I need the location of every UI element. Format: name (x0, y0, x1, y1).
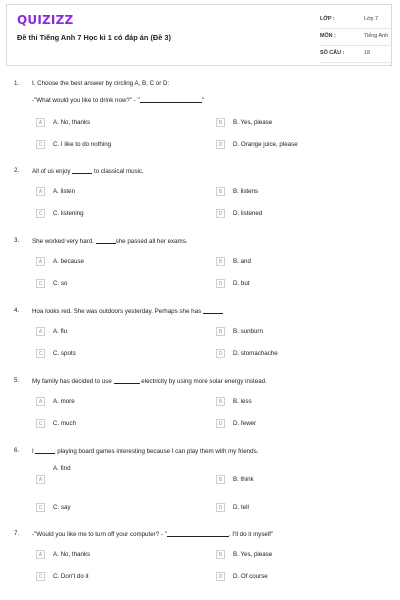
option-checkbox[interactable]: B (216, 327, 225, 336)
option-checkbox[interactable]: A (36, 327, 45, 336)
text-before: My family has decided to use (32, 378, 112, 385)
option-checkbox[interactable]: C (36, 279, 45, 288)
option-label: C. Don't do it (53, 573, 89, 580)
option-label: D. Orange juice, please (233, 141, 298, 148)
option-label: B. think (233, 476, 254, 483)
meta-row-question-count (320, 47, 390, 63)
option-label: C. I like to do nothing (53, 141, 112, 148)
option-checkbox[interactable]: B (216, 475, 225, 484)
option-checkbox[interactable]: C (36, 209, 45, 218)
option-label: A. more (53, 398, 75, 405)
option-label: B. and (233, 258, 251, 265)
option-label: B. Yes, please (233, 551, 273, 558)
option-label: D. Of course (233, 573, 268, 580)
option-checkbox[interactable]: A (36, 550, 45, 559)
document-title: Đề thi Tiếng Anh 7 Học kì 1 có đáp án (Đề 3) (17, 33, 171, 42)
meta-label: SỐ CÂU : (320, 50, 345, 56)
meta-value: Tiếng Anh (364, 33, 389, 39)
text-before: Hoa looks red. She was outdoors yesterday. Perhaps she has (32, 308, 202, 315)
meta-label: MÔN : (320, 33, 336, 39)
option-label: C. say (53, 504, 71, 511)
meta-row-class (320, 13, 390, 29)
option-label: D. tell (233, 504, 249, 511)
answer-blank (96, 237, 116, 244)
option-label: B. listens (233, 188, 259, 195)
text-after: playing board games interesting because I can play them with my friends. (57, 448, 259, 455)
answer-blank (203, 307, 223, 314)
option-checkbox[interactable]: C (36, 572, 45, 581)
option-label: A. No, thanks (53, 551, 91, 558)
meta-value: 18 (364, 50, 370, 56)
subtext-after: " (201, 97, 204, 104)
text-before: All of us enjoy (32, 168, 71, 175)
option-label: D. stomachache (233, 350, 278, 357)
option-checkbox[interactable]: C (36, 419, 45, 428)
text-after: . I'll do it myself" (228, 531, 274, 538)
question-number: 1. (14, 80, 20, 87)
option-label: A. listen (53, 188, 76, 195)
answer-blank (35, 447, 55, 454)
option-checkbox[interactable]: C (36, 503, 45, 512)
worksheet-header (6, 4, 392, 66)
text-before: She worked very hard, (32, 238, 94, 245)
option-checkbox[interactable]: A (36, 187, 45, 196)
option-checkbox[interactable]: A (36, 118, 45, 127)
meta-value: Lớp 7 (364, 16, 379, 22)
option-label: A. because (53, 258, 84, 265)
question-text (32, 307, 223, 315)
option-checkbox[interactable]: A (36, 257, 45, 266)
option-checkbox[interactable]: B (216, 118, 225, 127)
option-label: C. spots (53, 350, 76, 357)
option-label: D. fewer (233, 420, 257, 427)
question-number: 5. (14, 377, 20, 384)
option-checkbox[interactable]: D (216, 419, 225, 428)
option-label: A. find (53, 465, 71, 472)
question-text (32, 447, 258, 455)
answer-blank (114, 377, 140, 384)
subtext-before: -"What would you like to drink now?" - " (32, 97, 140, 104)
option-label: D. listened (233, 210, 263, 217)
question-number: 3. (14, 237, 20, 244)
option-checkbox[interactable]: D (216, 572, 225, 581)
option-checkbox[interactable]: C (36, 140, 45, 149)
meta-label: LỚP : (320, 16, 335, 22)
option-checkbox[interactable]: D (216, 279, 225, 288)
question-number: 4. (14, 307, 20, 314)
option-label: D. but (233, 280, 250, 287)
option-checkbox[interactable]: A (36, 397, 45, 406)
text-before: I (32, 448, 34, 455)
option-label: C. much (53, 420, 77, 427)
option-label: A. flu (53, 328, 68, 335)
answer-blank (140, 96, 202, 103)
option-label: B. sunburn (233, 328, 263, 335)
option-label: C. so (53, 280, 68, 287)
question-number: 6. (14, 447, 20, 454)
option-checkbox[interactable]: C (36, 349, 45, 358)
question-text (32, 237, 188, 245)
text-after: electricity by using more solar energy instead. (141, 378, 267, 385)
option-checkbox[interactable]: D (216, 349, 225, 358)
quizizz-logo: QUIZIZZ (17, 13, 74, 27)
option-checkbox[interactable]: B (216, 257, 225, 266)
question-number: 7. (14, 530, 20, 537)
option-label: B. less (233, 398, 252, 405)
option-checkbox[interactable]: B (216, 397, 225, 406)
option-checkbox[interactable]: B (216, 187, 225, 196)
text-before: -"Would you like me to turn off your computer? - " (32, 531, 167, 538)
option-checkbox[interactable]: B (216, 550, 225, 559)
option-label: B. Yes, please (233, 119, 273, 126)
meta-row-subject (320, 30, 390, 46)
question-text (32, 530, 273, 538)
answer-blank (167, 530, 229, 537)
text-after: to classical music. (94, 168, 144, 175)
text-after: she passed all her exams. (115, 238, 188, 245)
question-text (32, 377, 267, 385)
option-checkbox[interactable]: D (216, 140, 225, 149)
question-number: 2. (14, 167, 20, 174)
option-label: C. listening (53, 210, 84, 217)
meta-panel (320, 13, 390, 64)
option-checkbox[interactable]: A (36, 475, 45, 484)
answer-blank (72, 167, 92, 174)
question-subtext (32, 96, 204, 104)
option-checkbox[interactable]: D (216, 209, 225, 218)
question-text: I. Choose the best answer by circling A, B, C or D: (32, 80, 170, 87)
question-text (32, 167, 144, 175)
option-checkbox[interactable]: D (216, 503, 225, 512)
option-label: A. No, thanks (53, 119, 91, 126)
